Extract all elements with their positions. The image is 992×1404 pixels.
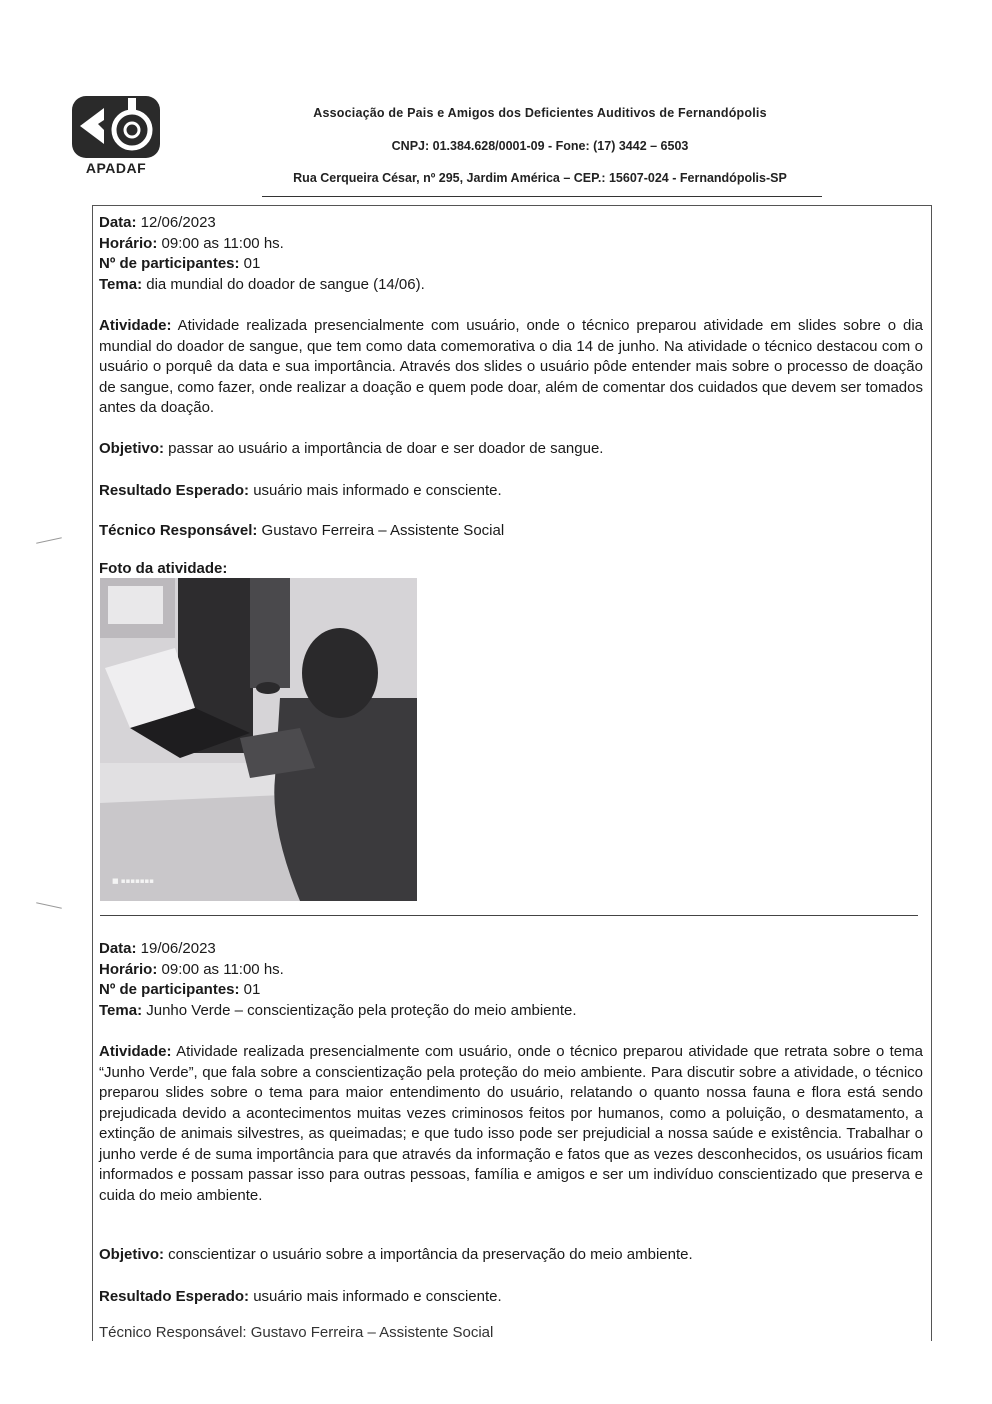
entry1-result-text: usuário mais informado e consciente.	[249, 482, 502, 499]
entry1-date: 12/06/2023	[136, 214, 216, 231]
address-line: Rua Cerqueira César, nº 295, Jardim América – CEP.: 15607-024 - Fernandópolis-SP	[293, 171, 787, 185]
entry2-result	[99, 1287, 923, 1308]
entry2-objective-text: conscientizar o usuário sobre a importância da preservação do meio ambiente.	[164, 1246, 693, 1263]
entry2-date: 19/06/2023	[136, 940, 216, 957]
entry2-objective	[99, 1245, 923, 1266]
margin-mark	[36, 537, 62, 543]
label: Horário:	[99, 960, 158, 978]
entry1-objective-text: passar ao usuário a importância de doar e ser doador de sangue.	[164, 440, 604, 457]
label: Data:	[99, 214, 137, 231]
entry2-activity	[99, 1042, 923, 1206]
entry1-activity-text: Atividade realizada presencialmente com usuário, onde o técnico preparou atividade em slides sobre o dia mundial do doador de sangue, que tem como data comemorativa o dia 14 de junho. Na atividade o técnico destacou com o usuário o porquê da data e sua importância. Através dos slides o usuário pôde entender mais sobre o processo de doação de sangue, como fazer, onde realizar a doação e quem pode doar, além de comentar dos cuidados que devem ser tomados antes da doação.	[99, 317, 923, 416]
margin-mark	[36, 902, 62, 908]
svg-text:■ ▪▪▪▪▪▪▪: ■ ▪▪▪▪▪▪▪	[112, 877, 155, 885]
label: Objetivo:	[99, 440, 165, 457]
label: Resultado Esperado:	[99, 1288, 250, 1305]
entry1-tech	[99, 521, 923, 542]
label: Nº de participantes:	[99, 981, 240, 998]
entry1-objective	[99, 439, 923, 460]
activity-photo	[100, 578, 417, 901]
label: Nº de participantes:	[99, 255, 240, 272]
logo-text: APADAF	[85, 160, 147, 176]
label: Objetivo:	[99, 1246, 165, 1263]
label: Atividade:	[99, 317, 172, 334]
entry1-theme: dia mundial do doador de sangue (14/06).	[142, 275, 425, 293]
entry-separator	[100, 915, 918, 916]
entry1-photo-title	[99, 559, 923, 580]
entry2-activity-text: Atividade realizada presencialmente com usuário, onde o técnico preparou atividade que retrata sobre o tema “Junho Verde”, que fala sobre a conscientização pela proteção do meio ambiente. Para discutir sobre a atividade, o técnico preparou slides sobre o tema para maior entendimento do usuário, relatando o quanto nossa fauna e flora está sendo prejudicada devido a acontecimentos muitas vezes criminosos feitos por humanos, como a poluição, o desmatamento, a extinção de animais silvestres, as queimadas; e que tudo isso pode ser prejudicial a nossa saúde e existência. Trabalhar o junho verde é de suma importância para que através da informação e fatos que as vezes desconhecidos, os usuários ficam informados e possam passar isso para outras pessoas, família e amigos e ser um indivíduo conscientizado que preserva e cuida do meio ambiente.	[99, 1043, 923, 1204]
entry2-time: 09:00 as 11:00 hs.	[157, 960, 284, 978]
label: Data:	[99, 940, 137, 957]
label: Tema:	[99, 275, 143, 293]
entry2-participants: 01	[239, 981, 261, 998]
label: Atividade:	[99, 1043, 172, 1060]
entry1-meta	[99, 213, 923, 295]
label: Foto da atividade:	[99, 560, 228, 577]
entry1-tech-text: Gustavo Ferreira – Assistente Social	[257, 522, 505, 539]
entry1-participants: 01	[239, 255, 261, 272]
label: Horário:	[99, 234, 158, 252]
apadaf-logo	[70, 94, 162, 178]
label: Tema:	[99, 1001, 143, 1019]
header-rule	[262, 196, 822, 197]
label: Resultado Esperado:	[99, 482, 250, 499]
entry1-time: 09:00 as 11:00 hs.	[157, 234, 284, 252]
label: Técnico Responsável:	[99, 522, 258, 539]
entry2-theme: Junho Verde – conscientização pela proteção do meio ambiente.	[142, 1001, 577, 1019]
entry1-activity	[99, 316, 923, 419]
entry2-result-text: usuário mais informado e consciente.	[249, 1288, 502, 1305]
entry2-tech-text: Técnico Responsável: Gustavo Ferreira – Assistente Social	[99, 1325, 494, 1339]
org-name: Associação de Pais e Amigos dos Deficientes Auditivos de Fernandópolis	[313, 106, 767, 120]
entry2-tech-cut	[99, 1325, 923, 1339]
cnpj-line: CNPJ: 01.384.628/0001-09 - Fone: (17) 3442 – 6503	[391, 139, 689, 153]
entry1-result	[99, 481, 923, 502]
entry2-meta	[99, 939, 923, 1021]
